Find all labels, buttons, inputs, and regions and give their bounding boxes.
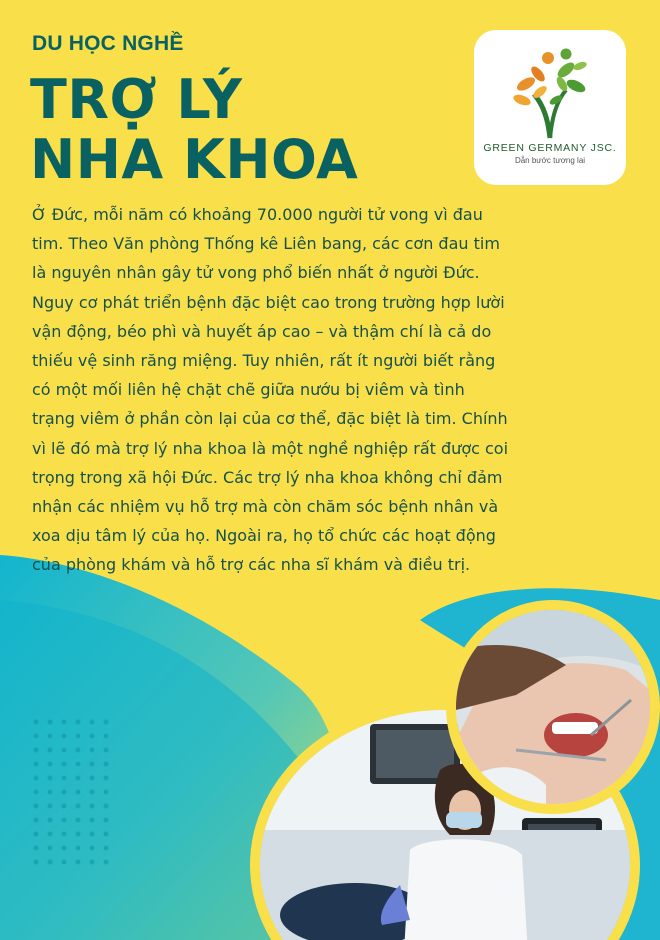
- decorative-dot-grid: [32, 718, 112, 868]
- body-line: là nguyên nhân gây tử vong phổ biến nhất ở người Đức.: [32, 263, 480, 283]
- page-title: [30, 70, 358, 190]
- body-line: tim. Theo Văn phòng Thống kê Liên bang, các cơn đau tim: [32, 234, 500, 254]
- company-slogan: Dẫn bước tương lai: [514, 156, 586, 165]
- body-line: của phòng khám và hỗ trợ các nha sĩ khám và điều trị.: [32, 555, 471, 575]
- title-line-2: NHA KHOA: [30, 128, 359, 191]
- body-line: Ở Đức, mỗi năm có khoảng 70.000 người tử vong vì đau: [32, 205, 483, 224]
- body-paragraph: [32, 200, 637, 580]
- body-line: trọng trong xã hội Đức. Các trợ lý nha khoa không chỉ đảm: [32, 467, 503, 487]
- company-name: GREEN GERMANY JSC.: [483, 142, 617, 154]
- body-line: xoa dịu tâm lý của họ. Ngoài ra, họ tổ chức các hoạt động: [32, 526, 496, 546]
- patient-smile-photo: [446, 600, 660, 814]
- body-line: trạng viêm ở phần còn lại của cơ thể, đặc biệt là tim. Chính: [32, 409, 508, 429]
- body-line: thiếu vệ sinh răng miệng. Tuy nhiên, rất ít người biết rằng: [32, 351, 496, 371]
- title-line-1: TRỢ LÝ: [30, 68, 243, 131]
- eyebrow-label: DU HỌC NGHỀ: [32, 32, 184, 55]
- company-logo-card: [474, 30, 626, 185]
- company-tree-logo-icon: [504, 44, 596, 140]
- body-line: Nguy cơ phát triển bệnh đặc biệt cao trong trường hợp lười: [32, 292, 505, 312]
- body-line: vì lẽ đó mà trợ lý nha khoa là một nghề nghiệp rất được coi: [32, 438, 509, 458]
- body-line: có một mối liên hệ chặt chẽ giữa nướu bị viêm và tình: [32, 380, 465, 400]
- body-line: nhận các nhiệm vụ hỗ trợ mà còn chăm sóc bệnh nhân và: [32, 497, 499, 517]
- body-line: vận động, béo phì và huyết áp cao – và thậm chí là cả do: [32, 321, 492, 341]
